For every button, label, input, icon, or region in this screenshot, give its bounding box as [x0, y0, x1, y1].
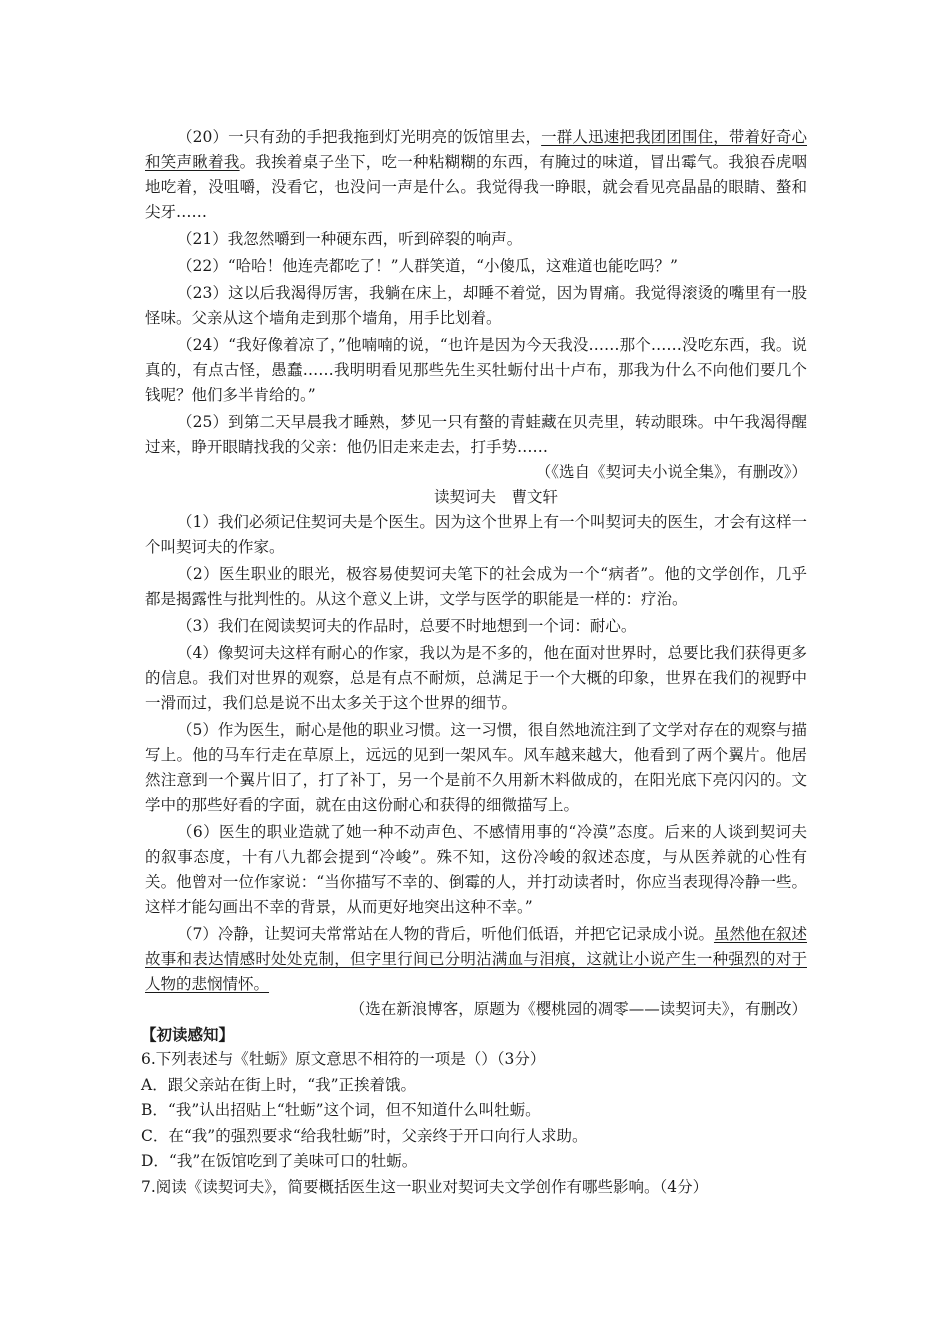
story-source: （《选自《契诃夫小说全集》，有删改》） [535, 463, 807, 481]
question-6-option-a: A．跟父亲站在街上时，“我”正挨着饿。 [141, 1075, 417, 1094]
story-paragraph-20 [145, 125, 807, 225]
underlined-sentence: 一群人迅速把我团团围住，带着好奇心和笑声瞅着我 [145, 128, 807, 171]
question-6-option-c: C．在“我”的强烈要求“给我牡蛎”时，父亲终于开口向行人求助。 [141, 1126, 588, 1145]
essay-paragraph-5: （5）作为医生，耐心是他的职业习惯。这一习惯，很自然地流注到了文学对存在的观察与描写上。他的马车行走在草原上，远远的见到一架风车。风车越来越大，他看到了两个翼片。他居然注意到一个翼片旧了，打了补丁，另一个是前不久用新木料做成的，在阳光底下亮闪闪的。文学中的那些好看的字面，就在由这份耐心和获得的细微描写上。 [145, 721, 807, 814]
question-6-option-d: D．“我”在饭馆吃到了美味可口的牡蛎。 [141, 1152, 418, 1170]
story-paragraph-23: （23）这以后我渴得厉害，我躺在床上，却睡不着觉，因为胃痛。我觉得滚烫的嘴里有一股怪味。父亲从这个墙角走到那个墙角，用手比划着。 [145, 284, 807, 327]
essay-paragraph-4: （4）像契诃夫这样有耐心的作家，我以为是不多的，他在面对世界时，总要比我们获得更多的信息。我们对世界的观察，总是有点不耐烦，总满足于一个大概的印象，世界在我们的视野中一滑而过，我们总是说不出太多关于这个世界的细节。 [145, 644, 807, 712]
essay-source: （选在新浪博客，原题为《樱桃园的凋零——读契诃夫》，有删改） [349, 1000, 807, 1018]
essay-paragraph-7 [145, 922, 807, 997]
essay-paragraph-1: （1）我们必须记住契诃夫是个医生。因为这个世界上有一个叫契诃夫的医生，才会有这样一个叫契诃夫的作家。 [145, 513, 807, 556]
story-paragraph-22: （22）“哈哈！他连壳都吃了！”人群笑道，“小傻瓜，这难道也能吃吗？” [177, 257, 678, 275]
questions-block [141, 1022, 807, 1200]
story-paragraph-20-rest: 。我挨着桌子坐下，吃一种粘糊糊的东西，有腌过的味道，冒出霉气。我狼吞虎咽地吃着，没咀嚼，没看它，也没问一声是什么。我觉得我一睁眼，就会看见亮晶晶的眼睛、螯和尖牙…… [145, 153, 807, 221]
essay-paragraph-3: （3）我们在阅读契诃夫的作品时，总要不时地想到一个词：耐心。 [177, 617, 637, 635]
question-6-option-b: B．“我”认出招贴上“牡蛎”这个词，但不知道什么叫牡蛎。 [141, 1101, 541, 1119]
story-paragraph-21: （21）我忽然嚼到一种硬东西，听到碎裂的响声。 [177, 230, 523, 248]
story-paragraph-24: （24）“我好像着凉了，”他喃喃的说，“也许是因为今天我没……那个……没吃东西，我。说真的，有点古怪，愚蠢……我明明看见那些先生买牡蛎付出十卢布，那我为什么不向他们要几个钱呢？他们多半肯给的。” [145, 336, 807, 404]
essay-title: 读契诃夫 曹文轩 [433, 488, 558, 506]
story-paragraph-25: （25）到第二天早晨我才睡熟，梦见一只有螯的青蛙藏在贝壳里，转动眼珠。中午我渴得醒过来，睁开眼睛找我的父亲：他仍旧走来走去，打手势…… [145, 413, 807, 456]
essay-paragraph-2: （2）医生职业的眼光，极容易使契诃夫笔下的社会成为一个“病者”。他的文学创作，几乎都是揭露性与批判性的。从这个意义上讲，文学与医学的职能是一样的：疗治。 [145, 565, 807, 608]
underlined-sentence: 虽然他在叙述故事和表达情感时处处克制，但字里行间已分明沾满血与泪痕，这就让小说产生一种强烈的对于人物的悲悯情怀。 [145, 925, 807, 993]
section-heading: 【初读感知】 [141, 1025, 235, 1044]
essay-paragraph-6: （6）医生的职业造就了她一种不动声色、不感情用事的“冷漠”态度。后来的人谈到契诃夫的叙事态度，十有八九都会提到“冷峻”。殊不知，这份冷峻的叙述态度，与从医养就的心性有关。他曾对一位作家说：“当你描写不幸的、倒霉的人，并打动读者时，你应当表现得冷静一些。这样才能勾画出不幸的背景，从而更好地突出这种不幸。” [145, 823, 807, 916]
question-7: 7.阅读《读契诃夫》，简要概括医生这一职业对契诃夫文学创作有哪些影响。（4分） [141, 1177, 709, 1196]
essay-paragraph-7-lead: （7）冷静，让契诃夫常常站在人物的背后，听他们低语，并把它记录成小说。 [177, 925, 714, 943]
story-paragraph-20-lead: （20）一只有劲的手把我拖到灯光明亮的饭馆里去， [177, 128, 542, 146]
document-page [141, 125, 807, 1200]
question-6: 6.下列表述与《牡蛎》原文意思不相符的一项是（）（3分） [141, 1050, 546, 1068]
